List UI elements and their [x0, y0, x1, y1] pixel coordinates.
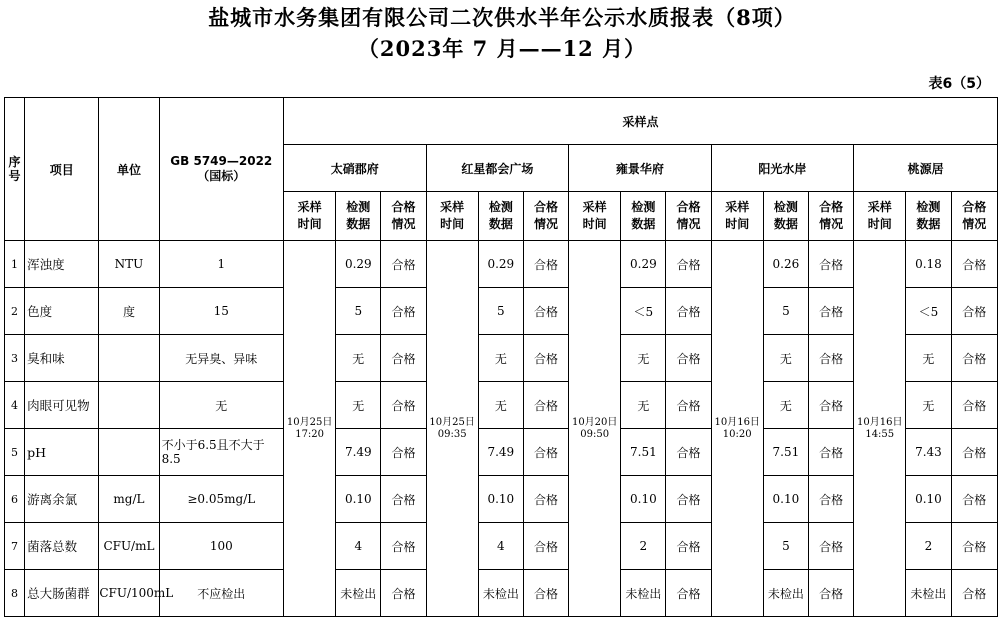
report-period: （2023年 7 月——12 月） [357, 36, 647, 61]
row-unit: 度 [99, 288, 159, 335]
pass-status: 合格 [523, 335, 568, 382]
subheader-line: 采样 [440, 200, 465, 214]
table-row [5, 476, 998, 523]
detect-value: 无 [478, 382, 523, 429]
row-item: 总大肠菌群 [25, 570, 99, 617]
header-seq [5, 98, 25, 241]
row-number: 5 [5, 429, 25, 476]
subheader-line: 时间 [440, 217, 465, 231]
detect-value: 无 [763, 335, 808, 382]
detect-value: 无 [478, 335, 523, 382]
pass-status: 合格 [666, 570, 711, 617]
pass-status: 合格 [523, 476, 568, 523]
detect-value: 未检出 [763, 570, 808, 617]
pass-status: 合格 [951, 241, 997, 288]
report-title: 盐城市水务集团有限公司二次供水半年公示水质报表（8项） [208, 5, 796, 30]
detect-value: 0.29 [621, 241, 666, 288]
detect-value: 未检出 [906, 570, 951, 617]
subheader-detect-data [621, 192, 666, 241]
header-sampling-point: 采样点 [284, 98, 998, 145]
sample-time-2 [426, 241, 478, 617]
row-unit: CFU/mL [99, 523, 159, 570]
subheader-line: 采样 [867, 200, 892, 214]
pass-status: 合格 [666, 335, 711, 382]
header-seq-char: 序 [8, 155, 21, 169]
pass-status: 合格 [666, 429, 711, 476]
subheader-line: 情况 [391, 217, 416, 231]
water-quality-table [4, 97, 998, 617]
row-number: 8 [5, 570, 25, 617]
pass-status: 合格 [381, 288, 426, 335]
row-number: 1 [5, 241, 25, 288]
pass-status: 合格 [951, 382, 997, 429]
subheader-line: 合格 [534, 200, 559, 214]
sample-clock: 09:50 [580, 428, 610, 440]
sample-time-3 [569, 241, 621, 617]
pass-status: 合格 [666, 241, 711, 288]
subheader-line: 数据 [773, 217, 798, 231]
row-unit: NTU [99, 241, 159, 288]
subheader-pass-status [951, 192, 997, 241]
row-item: pH [25, 429, 99, 476]
pass-status: 合格 [523, 429, 568, 476]
table-number: 表6（5） [928, 76, 990, 92]
sample-time-4 [711, 241, 763, 617]
pass-status: 合格 [523, 382, 568, 429]
detect-value: 0.10 [336, 476, 381, 523]
pass-status: 合格 [808, 523, 853, 570]
pass-status: 合格 [523, 523, 568, 570]
subheader-sample-time [711, 192, 763, 241]
header-standard-line2: （国标） [197, 169, 246, 183]
detect-value: 0.10 [621, 476, 666, 523]
row-unit: mg/L [99, 476, 159, 523]
pass-status: 合格 [951, 523, 997, 570]
subheader-line: 检测 [488, 200, 513, 214]
subheader-detect-data [336, 192, 381, 241]
subheader-pass-status [808, 192, 853, 241]
detect-value: 5 [478, 288, 523, 335]
subheader-line: 数据 [346, 217, 371, 231]
subheader-line: 采样 [725, 200, 750, 214]
detect-value: 0.29 [336, 241, 381, 288]
pass-status: 合格 [381, 429, 426, 476]
header-standard [159, 98, 283, 241]
subheader-line: 合格 [819, 200, 844, 214]
subheader-sample-time [284, 192, 336, 241]
detect-value: 无 [621, 382, 666, 429]
subheader-line: 检测 [916, 200, 941, 214]
subheader-sample-time [854, 192, 906, 241]
subheader-line: 采样 [297, 200, 322, 214]
table-row [5, 335, 998, 382]
row-item: 色度 [25, 288, 99, 335]
row-unit [99, 335, 159, 382]
table-row [5, 288, 998, 335]
pass-status: 合格 [808, 570, 853, 617]
site-name-1: 太硝郡府 [284, 145, 427, 192]
subheader-line: 时间 [582, 217, 607, 231]
pass-status: 合格 [381, 241, 426, 288]
subheader-line: 时间 [725, 217, 750, 231]
row-standard: 1 [159, 241, 283, 288]
header-item: 项目 [25, 98, 99, 241]
sample-date: 10月25日 [286, 416, 333, 428]
subheader-sample-time [426, 192, 478, 241]
table-row [5, 523, 998, 570]
detect-value: 5 [763, 288, 808, 335]
detect-value: 5 [763, 523, 808, 570]
detect-value: 7.51 [621, 429, 666, 476]
detect-value: 5 [336, 288, 381, 335]
pass-status: 合格 [523, 241, 568, 288]
row-number: 2 [5, 288, 25, 335]
row-number: 3 [5, 335, 25, 382]
pass-status: 合格 [808, 476, 853, 523]
subheader-line: 数据 [488, 217, 513, 231]
detect-value: 2 [906, 523, 951, 570]
row-item: 浑浊度 [25, 241, 99, 288]
row-number: 6 [5, 476, 25, 523]
pass-status: 合格 [666, 523, 711, 570]
row-standard: 100 [159, 523, 283, 570]
detect-value: 0.10 [763, 476, 808, 523]
header-row-1 [5, 98, 998, 145]
subheader-line: 情况 [534, 217, 559, 231]
row-item: 游离余氯 [25, 476, 99, 523]
pass-status: 合格 [381, 523, 426, 570]
sample-date: 10月20日 [571, 416, 618, 428]
row-standard: 无 [159, 382, 283, 429]
detect-value: ＜5 [621, 288, 666, 335]
site-name-4: 阳光水岸 [711, 145, 854, 192]
pass-status: 合格 [523, 288, 568, 335]
pass-status: 合格 [381, 476, 426, 523]
pass-status: 合格 [808, 429, 853, 476]
detect-value: 无 [336, 382, 381, 429]
sample-clock: 10:20 [722, 428, 752, 440]
subheader-line: 时间 [297, 217, 322, 231]
detect-value: 未检出 [336, 570, 381, 617]
detect-value: 0.29 [478, 241, 523, 288]
site-name-5: 桃源居 [854, 145, 998, 192]
row-standard: ≥0.05mg/L [159, 476, 283, 523]
pass-status: 合格 [951, 335, 997, 382]
pass-status: 合格 [381, 335, 426, 382]
table-row [5, 429, 998, 476]
detect-value: 0.26 [763, 241, 808, 288]
subheader-line: 检测 [346, 200, 371, 214]
pass-status: 合格 [808, 382, 853, 429]
subheader-line: 时间 [867, 217, 892, 231]
table-row [5, 382, 998, 429]
subheader-line: 合格 [676, 200, 701, 214]
table-row [5, 241, 998, 288]
pass-status: 合格 [666, 288, 711, 335]
sample-time-5 [854, 241, 906, 617]
subheader-detect-data [478, 192, 523, 241]
subheader-line: 合格 [391, 200, 416, 214]
table-row [5, 570, 998, 617]
subheader-detect-data [763, 192, 808, 241]
row-standard: 不小于6.5且不大于8.5 [159, 429, 283, 476]
pass-status: 合格 [951, 570, 997, 617]
sample-time-1 [284, 241, 336, 617]
pass-status: 合格 [808, 241, 853, 288]
row-item: 菌落总数 [25, 523, 99, 570]
subheader-line: 采样 [582, 200, 607, 214]
subheader-line: 情况 [676, 217, 701, 231]
site-name-3: 雍景华府 [569, 145, 712, 192]
pass-status: 合格 [808, 335, 853, 382]
row-unit: CFU/100mL [99, 570, 159, 617]
sample-date: 10月16日 [714, 416, 760, 428]
pass-status: 合格 [523, 570, 568, 617]
row-number: 7 [5, 523, 25, 570]
pass-status: 合格 [666, 476, 711, 523]
pass-status: 合格 [381, 570, 426, 617]
subheader-line: 情况 [819, 217, 844, 231]
sample-date: 10月16日 [857, 416, 903, 428]
row-unit [99, 429, 159, 476]
detect-value: 4 [478, 523, 523, 570]
detect-value: 7.49 [478, 429, 523, 476]
detect-value: 0.10 [906, 476, 951, 523]
row-standard: 无异臭、异味 [159, 335, 283, 382]
row-standard: 不应检出 [159, 570, 283, 617]
detect-value: 无 [906, 335, 951, 382]
row-item: 肉眼可见物 [25, 382, 99, 429]
subheader-line: 检测 [773, 200, 798, 214]
detect-value: 无 [621, 335, 666, 382]
subheader-pass-status [523, 192, 568, 241]
subheader-pass-status [666, 192, 711, 241]
subheader-line: 合格 [962, 200, 987, 214]
detect-value: 7.49 [336, 429, 381, 476]
detect-value: 无 [763, 382, 808, 429]
pass-status: 合格 [951, 288, 997, 335]
detect-value: 无 [336, 335, 381, 382]
subheader-detect-data [906, 192, 951, 241]
detect-value: 无 [906, 382, 951, 429]
header-seq-char: 号 [8, 169, 21, 183]
detect-value: ＜5 [906, 288, 951, 335]
sample-date: 10月25日 [429, 416, 475, 428]
sample-clock: 17:20 [295, 428, 325, 440]
row-unit [99, 382, 159, 429]
pass-status: 合格 [666, 382, 711, 429]
detect-value: 4 [336, 523, 381, 570]
header-unit: 单位 [99, 98, 159, 241]
sample-clock: 09:35 [437, 428, 467, 440]
subheader-pass-status [381, 192, 426, 241]
pass-status: 合格 [808, 288, 853, 335]
subheader-sample-time [569, 192, 621, 241]
header-standard-line1: GB 5749—2022 [170, 154, 273, 168]
row-number: 4 [5, 382, 25, 429]
detect-value: 7.43 [906, 429, 951, 476]
row-standard: 15 [159, 288, 283, 335]
sample-clock: 14:55 [865, 428, 895, 440]
detect-value: 0.10 [478, 476, 523, 523]
pass-status: 合格 [381, 382, 426, 429]
subheader-line: 检测 [631, 200, 656, 214]
subheader-line: 数据 [631, 217, 656, 231]
subheader-line: 情况 [962, 217, 987, 231]
detect-value: 未检出 [478, 570, 523, 617]
detect-value: 2 [621, 523, 666, 570]
subheader-line: 数据 [916, 217, 941, 231]
table-body [5, 98, 998, 617]
detect-value: 7.51 [763, 429, 808, 476]
detect-value: 未检出 [621, 570, 666, 617]
pass-status: 合格 [951, 429, 997, 476]
pass-status: 合格 [951, 476, 997, 523]
site-name-2: 红星都会广场 [426, 145, 569, 192]
row-item: 臭和味 [25, 335, 99, 382]
detect-value: 0.18 [906, 241, 951, 288]
